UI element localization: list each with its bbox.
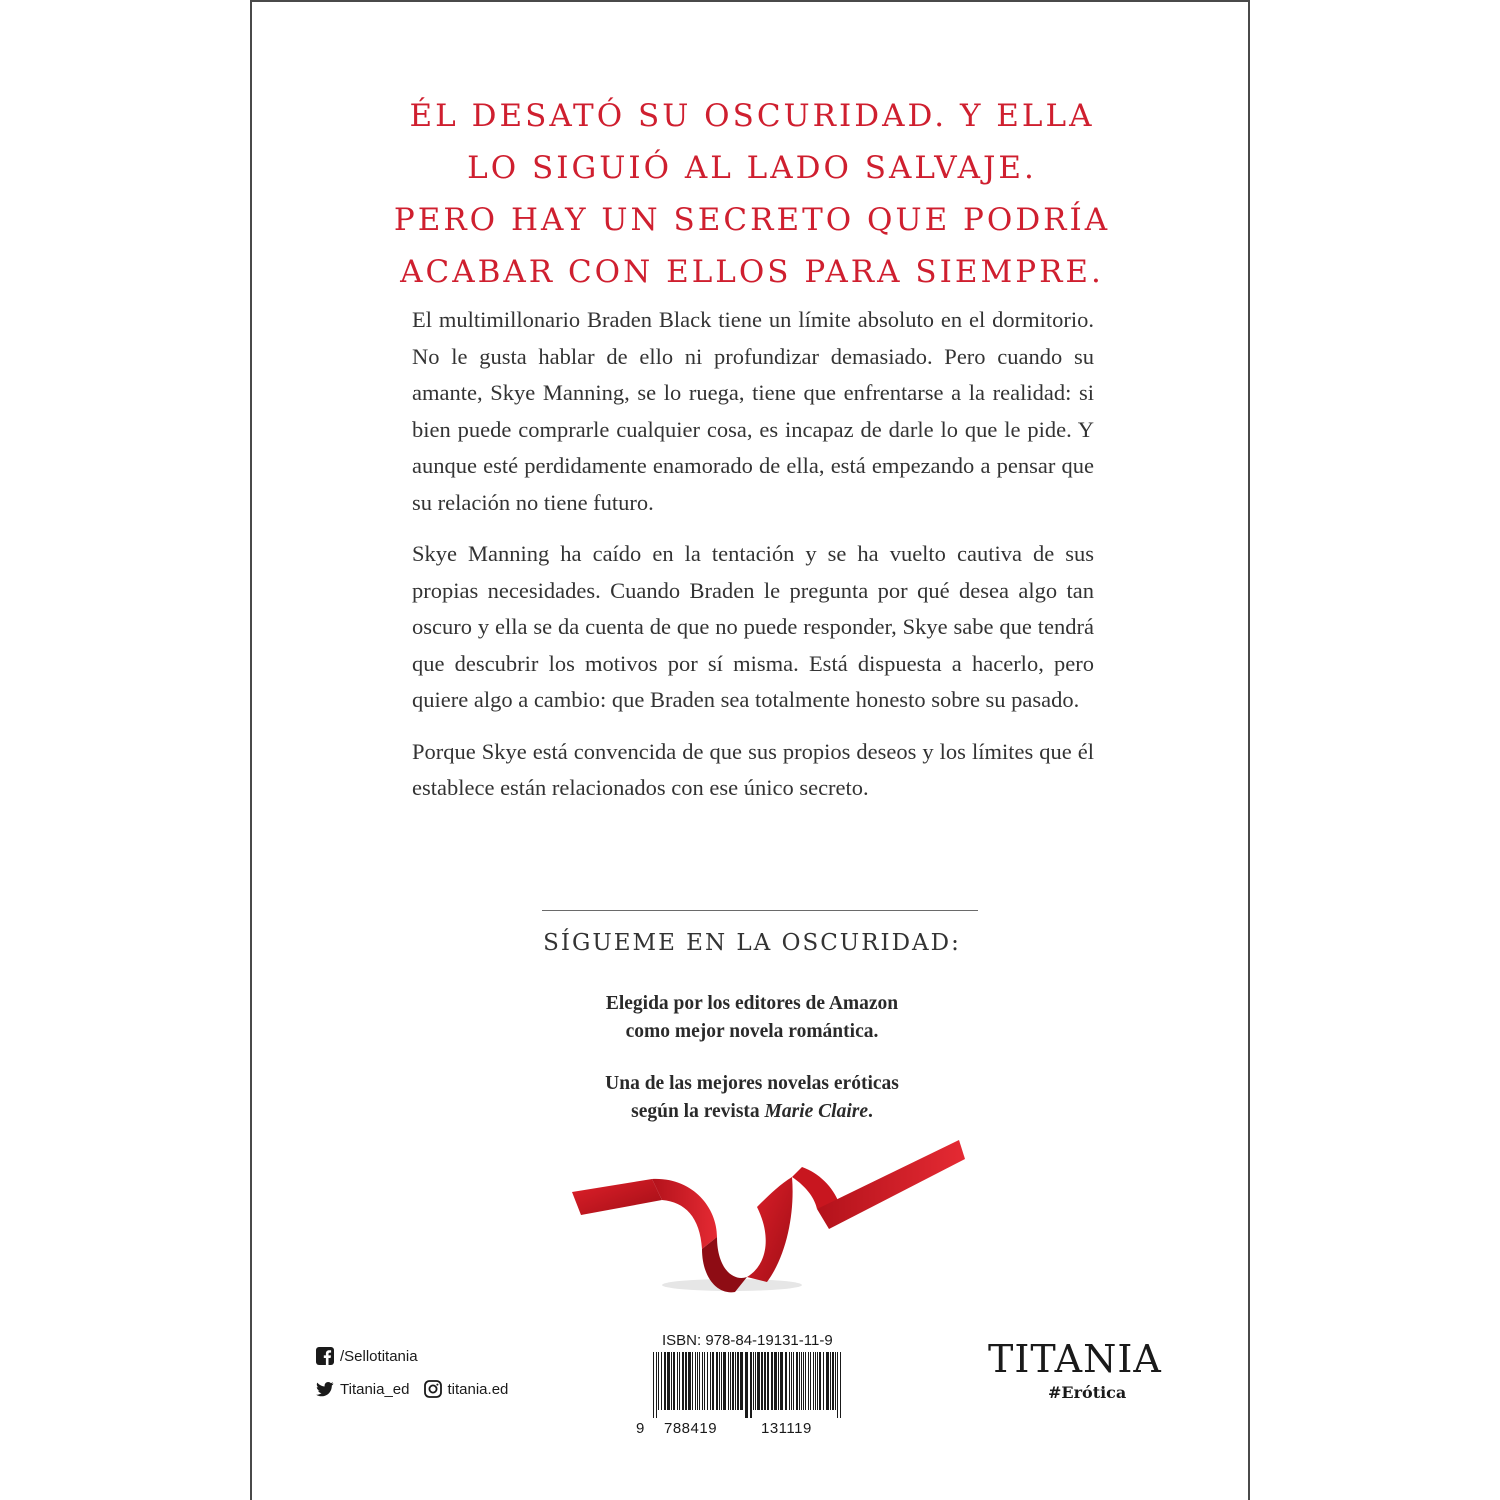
praise-line: como mejor novela romántica. — [625, 1021, 879, 1042]
instagram-icon — [424, 1380, 442, 1398]
barcode-bar — [840, 1352, 841, 1418]
barcode-bar — [835, 1352, 836, 1410]
barcode-bar — [810, 1352, 811, 1410]
barcode-bar — [740, 1352, 743, 1410]
barcode-bar — [793, 1352, 794, 1410]
barcode-bar — [799, 1352, 800, 1410]
barcode-bar — [658, 1352, 659, 1410]
barcode-bar — [737, 1352, 739, 1410]
publisher-name: TITANIA — [988, 1337, 1162, 1381]
barcode-bar — [771, 1352, 773, 1410]
barcode-bar — [719, 1352, 720, 1410]
barcode-bar — [774, 1352, 777, 1410]
barcode-bar — [712, 1352, 714, 1410]
barcode-bar — [721, 1352, 722, 1410]
publisher-logo — [988, 1337, 1188, 1381]
barcode-bar — [785, 1352, 787, 1410]
praise-text: . — [868, 1101, 873, 1122]
tagline — [252, 90, 1252, 298]
barcode-bar — [728, 1352, 729, 1410]
praise-text: según la revista — [631, 1101, 765, 1122]
twitter-icon — [316, 1380, 334, 1398]
synopsis — [412, 302, 1094, 822]
barcode-image — [649, 1352, 845, 1418]
barcode-bar — [692, 1352, 693, 1410]
barcode-bar — [813, 1352, 814, 1410]
tagline-line: LO SIGUIÓ AL LADO SALVAJE. — [467, 150, 1037, 186]
barcode-bar — [664, 1352, 666, 1410]
praise-line — [252, 1098, 1252, 1126]
barcode-digit: 9 — [636, 1420, 645, 1437]
barcode-bar — [755, 1352, 756, 1410]
synopsis-paragraph: El multimillonario Braden Black tiene un límite absoluto en el dormitorio. No le gusta hablar de ello ni profundizar demasiado. Pero cuando su amante, Skye Manning, se lo ruega, tiene que enfrentarse a la realidad: si bien puede comprarle cualquier cosa, es incapaz de darle lo que le pide. Y aunque esté perdidamente enamorado de ella, está empezando a pensar que su relación no tiene futuro. — [412, 307, 1094, 515]
magazine-name: Marie Claire — [764, 1101, 869, 1122]
marie-claire-praise — [252, 1070, 1252, 1126]
barcode-bar — [832, 1352, 834, 1410]
barcode-bar — [704, 1352, 705, 1410]
barcode-bar — [796, 1352, 798, 1410]
barcode-bar — [716, 1352, 718, 1410]
barcode-bar — [819, 1352, 821, 1410]
barcode-bar — [673, 1352, 675, 1410]
isbn-label: ISBN: 978-84-19131-11-9 — [662, 1332, 833, 1349]
barcode-bar — [723, 1352, 726, 1410]
barcode-bar — [653, 1352, 654, 1418]
barcode-bar — [764, 1352, 766, 1410]
facebook-link[interactable] — [316, 1347, 418, 1365]
barcode-bar — [801, 1352, 802, 1410]
barcode-bar — [830, 1352, 831, 1410]
barcode-bar — [702, 1352, 703, 1410]
barcode-bar — [699, 1352, 700, 1410]
tagline-line: ÉL DESATÓ SU OSCURIDAD. Y ELLA — [409, 98, 1095, 134]
barcode-bar — [677, 1352, 678, 1410]
barcode-bar — [667, 1352, 670, 1410]
barcode-bar — [753, 1352, 754, 1410]
barcode-bar — [837, 1352, 838, 1418]
barcode-bar — [697, 1352, 698, 1410]
barcode-bar — [685, 1352, 687, 1410]
amazon-praise — [252, 990, 1252, 1046]
barcode-bar — [745, 1352, 748, 1418]
barcode-bar — [656, 1352, 657, 1418]
barcode-bar — [688, 1352, 691, 1410]
barcode-bar — [761, 1352, 763, 1410]
barcode-bar — [767, 1352, 769, 1410]
divider — [542, 910, 978, 911]
barcode-bar — [682, 1352, 684, 1410]
tagline-line: ACABAR CON ELLOS PARA SIEMPRE. — [400, 254, 1104, 290]
barcode-bar — [735, 1352, 736, 1410]
barcode-bar — [803, 1352, 804, 1410]
barcode-bar — [823, 1352, 824, 1410]
barcode-bar — [661, 1352, 662, 1410]
barcode-bar — [671, 1352, 672, 1410]
barcode-bar — [817, 1352, 818, 1410]
barcode-bar — [732, 1352, 734, 1410]
praise-block — [252, 990, 1252, 1150]
barcode-bar — [808, 1352, 809, 1410]
genre-tag: #Erótica — [1048, 1383, 1127, 1402]
facebook-icon — [316, 1347, 334, 1365]
barcode-digit: 131119 — [761, 1420, 812, 1437]
barcode-bar — [750, 1352, 752, 1418]
synopsis-paragraph: Porque Skye está convencida de que sus propios deseos y los límites que él establece están relacionados con ese único secreto. — [412, 738, 1094, 800]
barcode-digit: 788419 — [664, 1420, 718, 1437]
praise-line: Elegida por los editores de Amazon — [605, 993, 899, 1014]
barcode-bar — [679, 1352, 680, 1410]
barcode-bar — [707, 1352, 708, 1410]
twitter-link[interactable] — [316, 1380, 508, 1398]
book-back-cover — [250, 0, 1250, 1500]
barcode-bar — [780, 1352, 783, 1410]
barcode-bar — [789, 1352, 790, 1410]
twitter-handle: Titania_ed — [340, 1380, 410, 1398]
tagline-line: PERO HAY UN SECRETO QUE PODRÍA — [393, 202, 1111, 238]
praise-line: Una de las mejores novelas eróticas — [605, 1073, 899, 1094]
facebook-handle: /Sellotitania — [340, 1347, 418, 1365]
synopsis-paragraph: Skye Manning ha caído en la tentación y se ha vuelto cautiva de sus propias necesidades. Cuando Braden le pregunta por qué desea algo tan oscuro y ella se da cuenta de que no puede responder, Skye sabe que tendrá que descubrir los motivos por sí misma. Está dispuesta a hacerlo, pero quiere algo a cambio: que Braden sea totalmente honesto sobre su pasado. — [412, 541, 1094, 712]
red-ribbon-image — [567, 1137, 967, 1307]
barcode-bar — [791, 1352, 792, 1410]
barcode-bar — [815, 1352, 816, 1410]
instagram-handle: titania.ed — [447, 1380, 509, 1398]
barcode-bar — [826, 1352, 829, 1410]
barcode-bar — [757, 1352, 760, 1410]
series-title: SÍGUEME EN LA OSCURIDAD: — [543, 930, 961, 956]
barcode-bar — [805, 1352, 806, 1410]
barcode-bar — [778, 1352, 779, 1410]
barcode-bar — [695, 1352, 696, 1410]
barcode-bar — [730, 1352, 731, 1410]
barcode-bar — [710, 1352, 711, 1410]
